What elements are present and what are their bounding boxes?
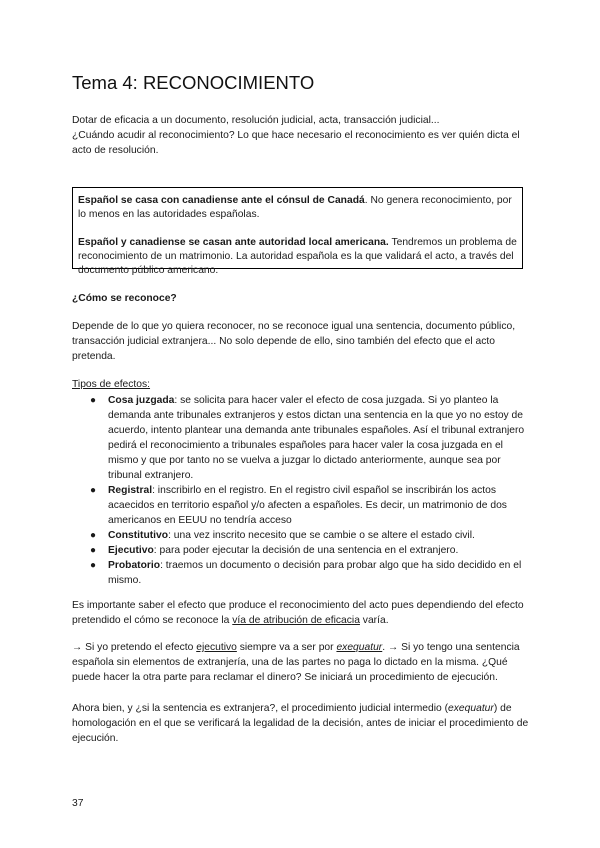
via-atribucion-link: vía de atribución de eficacia (232, 615, 360, 626)
page-number: 37 (72, 798, 84, 809)
box-p2-text: Tendremos un problema de reconocimiento de un matrimonio. La autoridad española es la que validará el acto, a través del documento público americano. (78, 237, 517, 276)
intro-line-2: ¿Cuándo acudir al reconocimiento? Lo que hace necesario el reconocimiento es ver quién dicta el acto de resolución. (72, 130, 520, 156)
arrow-text-1: → Si yo pretendo el efecto (72, 642, 197, 653)
example-box (72, 187, 523, 276)
important-paragraph (72, 598, 532, 628)
important-text-end: varía. (359, 615, 389, 626)
ejecutivo-term: ejecutivo (196, 642, 237, 653)
bullet-icon: ● (90, 545, 97, 556)
list-item (72, 528, 532, 543)
final-text-1: Ahora bien, y ¿si la sentencia es extranjera?, el procedimiento judicial intermedio ( (72, 703, 449, 714)
effect-description: : traemos un documento o decisión para probar algo que ha sido decidido en el mismo. (108, 560, 522, 586)
effect-term: Cosa juzgada (108, 395, 175, 406)
bullet-icon: ● (90, 485, 97, 496)
bullet-icon: ● (90, 395, 97, 406)
intro-line-1: Dotar de eficacia a un documento, resolución judicial, acta, transacción judicial... (72, 115, 440, 126)
arrow-paragraph (72, 640, 532, 685)
final-paragraph (72, 701, 532, 746)
page-title: Tema 4: RECONOCIMIENTO (72, 72, 315, 93)
important-text: Es importante saber el efecto que produce el reconocimiento del acto pues dependiendo del efecto pretendido el cómo se reconoce la (72, 600, 524, 626)
list-item (72, 483, 532, 528)
arrow-text-3: . → Si yo tengo una sentencia española sin elementos de extranjería, una de las partes no paga lo dictado en la misma. ¿Qué puede hacer la otra parte para reclamar el dinero? Se iniciará un procedimiento de ejecución. (72, 642, 520, 683)
list-item (72, 543, 532, 558)
exequatur-term: exequatur (448, 703, 494, 714)
tipos-label: Tipos de efectos: (72, 379, 151, 390)
box-paragraph-1 (78, 194, 517, 222)
intro-paragraph (72, 113, 532, 158)
effect-description: : inscribirlo en el registro. En el registro civil español se inscribirán los actos acaecidos en territorio español y/o afecten a españoles. Es decir, un matrimonio de dos americanos en EEUU no tendría acceso (108, 485, 507, 526)
effects-list (72, 393, 532, 588)
box-p1-bold: Español se casa con canadiense ante el cónsul de Canadá (78, 195, 365, 206)
bullet-icon: ● (90, 530, 97, 541)
arrow-text-2: siempre va a ser por (236, 642, 337, 653)
effect-term: Constitutivo (108, 530, 169, 541)
exequatur-term: exequatur (336, 642, 383, 653)
list-item (72, 558, 532, 588)
effect-description: : una vez inscrito necesito que se cambie o se altere el estado civil. (168, 530, 475, 541)
box-p2-bold: Español y canadiense se casan ante autoridad local americana. (78, 237, 389, 248)
como-heading: ¿Cómo se reconoce? (72, 293, 177, 304)
effect-description: : para poder ejecutar la decisión de una sentencia en el extranjero. (153, 545, 459, 556)
effect-description: : se solicita para hacer valer el efecto de cosa juzgada. Si yo planteo la demanda ante tribunales extranjeros y estos dictan una sentencia en la que yo no estoy de acuerdo, intento plantear una demanda ante tribunales españoles. Así el tribunal extranjero pedirá el reconocimiento a tribunales españoles para hacer valer la cosa juzgada en el mismo y que por tanto no se vuelva a juzgar lo dictado anteriormente, aunque sea por tribunal extranjero. (108, 395, 525, 481)
box-paragraph-2 (78, 236, 517, 278)
final-text-2: ) de homologación en el que se verificará la legalidad de la decisión, antes de iniciar el procedimiento de ejecución. (72, 703, 529, 744)
como-paragraph: Depende de lo que yo quiera reconocer, no se reconoce igual una sentencia, documento público, transacción judicial extranjera... No solo depende de ello, sino también del efecto que el acto pretenda. (72, 321, 516, 362)
effect-term: Registral (108, 485, 153, 496)
list-item (72, 393, 532, 483)
bullet-icon: ● (90, 560, 97, 571)
effect-term: Ejecutivo (108, 545, 154, 556)
box-p1-text: . No genera reconocimiento, por lo menos en las autoridades españolas. (78, 195, 512, 220)
effect-term: Probatorio (108, 560, 161, 571)
